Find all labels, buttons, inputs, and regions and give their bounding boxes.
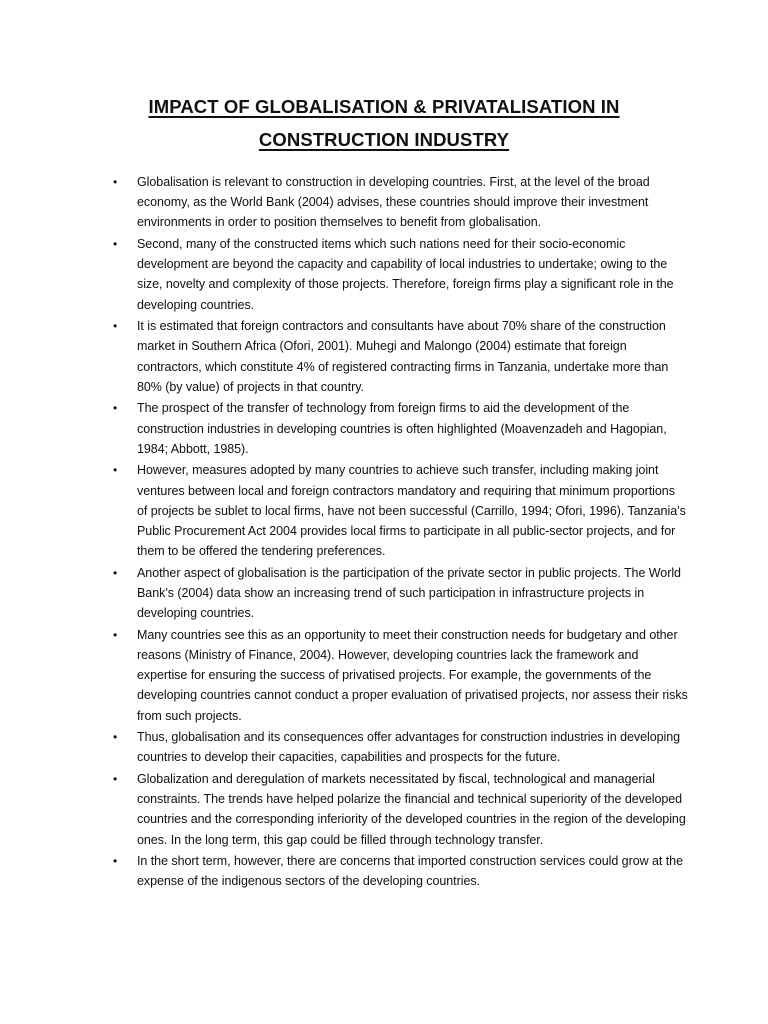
bullet-text-3: It is estimated that foreign contractors and consultants have about 70% share of the construction market in Southern Africa (Ofori, 2001). Muhegi and Malongo (2004) estimate that foreign contractors, which constitute 4% of registered contracting firms in Tanzania, undertake more than 80% (by value) of projects in that country. xyxy=(137,319,669,394)
bullet-item-10 xyxy=(0,851,768,891)
page-title xyxy=(100,90,668,156)
bullet-text-7: Many countries see this as an opportunity to meet their construction needs for budgetary and other reasons (Ministry of Finance, 2004). However, developing countries lack the framework and expertise for ensuring the success of privatised projects. For example, the governments of the developing countries cannot conduct a proper evaluation of privatised projects, nor assess their risks from such projects. xyxy=(137,627,688,723)
bullet-text-5: However, measures adopted by many countries to achieve such transfer, including making joint ventures between local and foreign contractors mandatory and requiring that minimum proportions of projects be sublet to local firms, have not been successful (Carrillo, 1994; Ofori, 1996). Tanzania’s Public Procurement Act 2004 provides local firms to participate in all public-sector projects, and for them to be offered the tendering preferences. xyxy=(137,463,686,559)
bullet-item-6 xyxy=(0,563,768,624)
bullet-text-9: Globalization and deregulation of markets necessitated by fiscal, technological and managerial constraints. The trends have helped polarize the financial and technical superiority of the developed countries and the corresponding inferiority of the developed countries in the region of the developing ones. In the long term, this gap could be filled through technology transfer. xyxy=(137,772,686,847)
bullet-item-8 xyxy=(0,727,768,767)
bullet-text-2: Second, many of the constructed items which such nations need for their socio-economic development are beyond the capacity and capability of local industries to undertake; owing to the size, novelty and complexity of those projects. Therefore, foreign firms play a significant role in the developing countries. xyxy=(137,237,674,312)
title-line-1: IMPACT OF GLOBALISATION & PRIVATALISATION IN xyxy=(148,96,620,117)
bullet-dot-icon: • xyxy=(113,565,118,580)
bullet-item-5 xyxy=(0,460,768,561)
bullet-item-4 xyxy=(0,398,768,459)
bullet-text-10: In the short term, however, there are concerns that imported construction services could grow at the expense of the indigenous sectors of the developing countries. xyxy=(137,854,683,889)
bullet-dot-icon: • xyxy=(113,319,118,334)
title-line-2: CONSTRUCTION INDUSTRY xyxy=(258,129,510,150)
bullet-dot-icon: • xyxy=(113,730,118,745)
bullet-text-8: Thus, globalisation and its consequences offer advantages for construction industries in developing countries to develop their capacities, capabilities and prospects for the future. xyxy=(137,730,681,765)
bullet-item-2 xyxy=(0,234,768,315)
bullet-dot-icon: • xyxy=(113,175,118,189)
bullet-item-7 xyxy=(0,625,768,726)
bullet-dot-icon: • xyxy=(113,463,118,478)
bullet-dot-icon: • xyxy=(113,772,118,787)
bullet-dot-icon: • xyxy=(113,401,118,416)
bullet-text-6: Another aspect of globalisation is the participation of the private sector in public projects. The World Bank’s (2004) data show an increasing trend of such participation in infrastructure projects in developing countries. xyxy=(137,565,681,621)
bullet-item-1 xyxy=(0,172,768,233)
bullet-list xyxy=(0,172,768,893)
bullet-text-1: Globalisation is relevant to construction in developing countries. First, at the level of the broad economy, as the World Bank (2004) advises, these countries should improve their investment environments in order to position themselves to benefit from globalisation. xyxy=(137,175,650,230)
bullet-text-4: The prospect of the transfer of technology from foreign firms to aid the development of the construction industries in developing countries is often highlighted (Moavenzadeh and Hagopian, 1984; Abbott, 1985). xyxy=(137,401,667,456)
bullet-dot-icon: • xyxy=(113,237,118,251)
bullet-item-9 xyxy=(0,769,768,850)
bullet-dot-icon: • xyxy=(113,854,118,869)
bullet-dot-icon: • xyxy=(113,627,118,642)
bullet-item-3 xyxy=(0,316,768,397)
